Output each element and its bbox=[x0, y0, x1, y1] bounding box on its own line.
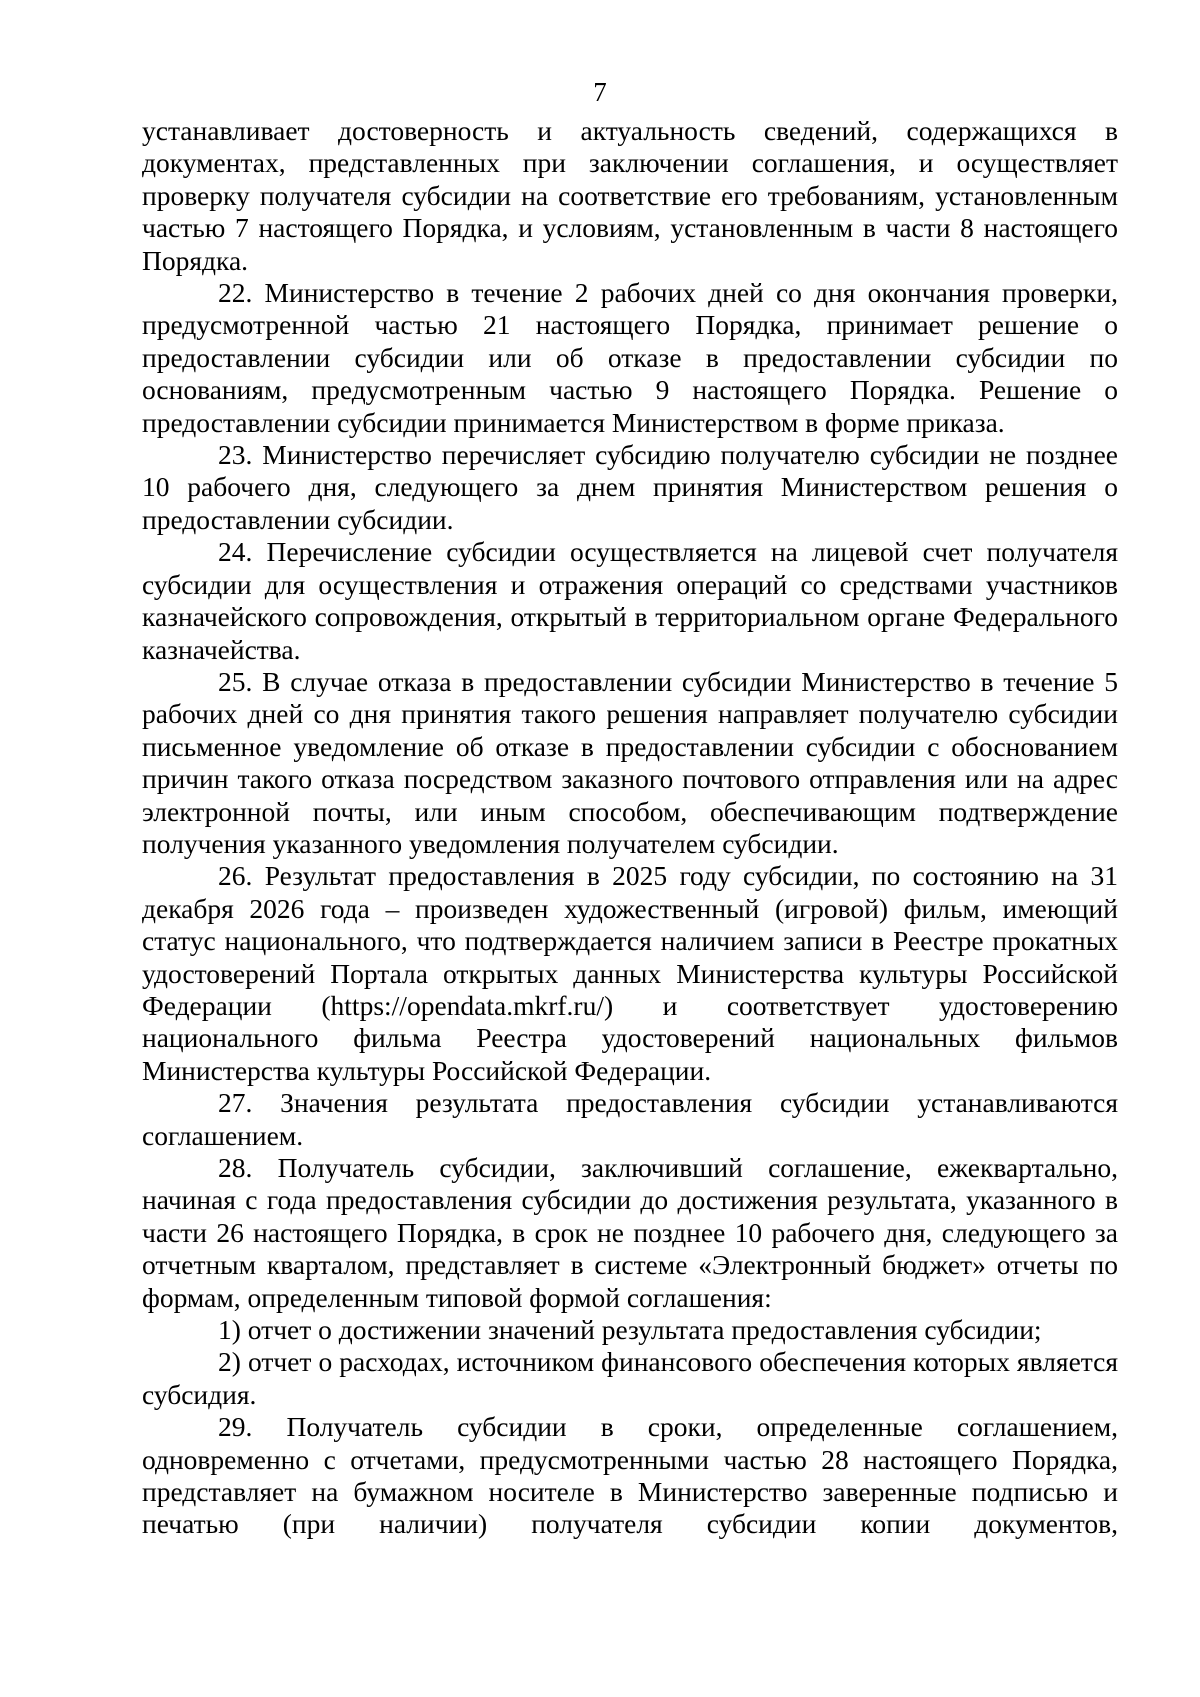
paragraph-24: 24. Перечисление субсидии осуществляется на лицевой счет получателя субсидии для осуществления и отражения операций со средствами участников казначейского сопровождения, открытый в территориальном органе Федерального казначейства. bbox=[142, 536, 1118, 665]
paragraph-28: 28. Получатель субсидии, заключивший соглашение, ежеквартально, начиная с года предоставления субсидии до достижения результата, указанного в части 26 настоящего Порядка, в срок не позднее 10 рабочего дня, следующего за отчетным кварталом, представляет в системе «Электронный бюджет» отчеты по формам, определенным типовой формой соглашения: bbox=[142, 1152, 1118, 1313]
paragraph-25: 25. В случае отказа в предоставлении субсидии Министерство в течение 5 рабочих дней со дня принятия такого решения направляет получателю субсидии письменное уведомление об отказе в предоставлении субсидии с обоснованием причин такого отказа посредством заказного почтового отправления или на адрес электронной почты, или иным способом, обеспечивающим подтверждение получения указанного уведомления получателем субсидии. bbox=[142, 665, 1118, 859]
page-number: 7 bbox=[593, 77, 607, 107]
paragraph-22: 22. Министерство в течение 2 рабочих дней со дня окончания проверки, предусмотренной частью 21 настоящего Порядка, принимает решение о предоставлении субсидии или об отказе в предоставлении субсидии по основаниям, предусмотренным частью 9 настоящего Порядка. Решение о предоставлении субсидии принимается Министерством в форме приказа. bbox=[142, 277, 1118, 438]
paragraph-continuation: устанавливает достоверность и актуальность сведений, содержащихся в документах, представленных при заключении соглашения, и осуществляет проверку получателя субсидии на соответствие его требованиям, установленным частью 7 настоящего Порядка, и условиям, установленным в части 8 настоящего Порядка. bbox=[142, 115, 1118, 276]
paragraph-28-item-2: 2) отчет о расходах, источником финансового обеспечения которых является субсидия. bbox=[142, 1346, 1118, 1410]
paragraph-26: 26. Результат предоставления в 2025 году субсидии, по состоянию на 31 декабря 2026 года – произведен художественный (игровой) фильм, имеющий статус национального, что подтверждается наличием записи в Реестре прокатных удостоверений Портала открытых данных Министерства культуры Российской Федерации (https://opendata.mkrf.ru/) и соответствует удостоверению национального фильма Реестра удостоверений национальных фильмов Министерства культуры Российской Федерации. bbox=[142, 860, 1118, 1086]
document-body bbox=[142, 115, 1118, 1541]
paragraph-23: 23. Министерство перечисляет субсидию получателю субсидии не позднее 10 рабочего дня, следующего за днем принятия Министерством решения о предоставлении субсидии. bbox=[142, 439, 1118, 535]
paragraph-28-item-1: 1) отчет о достижении значений результата предоставления субсидии; bbox=[218, 1314, 1042, 1346]
paragraph-29: 29. Получатель субсидии в сроки, определенные соглашением, одновременно с отчетами, предусмотренными частью 28 настоящего Порядка, представляет на бумажном носителе в Министерство заверенные подписью и печатью (при наличии) получателя субсидии копии документов, bbox=[142, 1411, 1118, 1540]
paragraph-27: 27. Значения результата предоставления субсидии устанавливаются соглашением. bbox=[142, 1087, 1118, 1151]
